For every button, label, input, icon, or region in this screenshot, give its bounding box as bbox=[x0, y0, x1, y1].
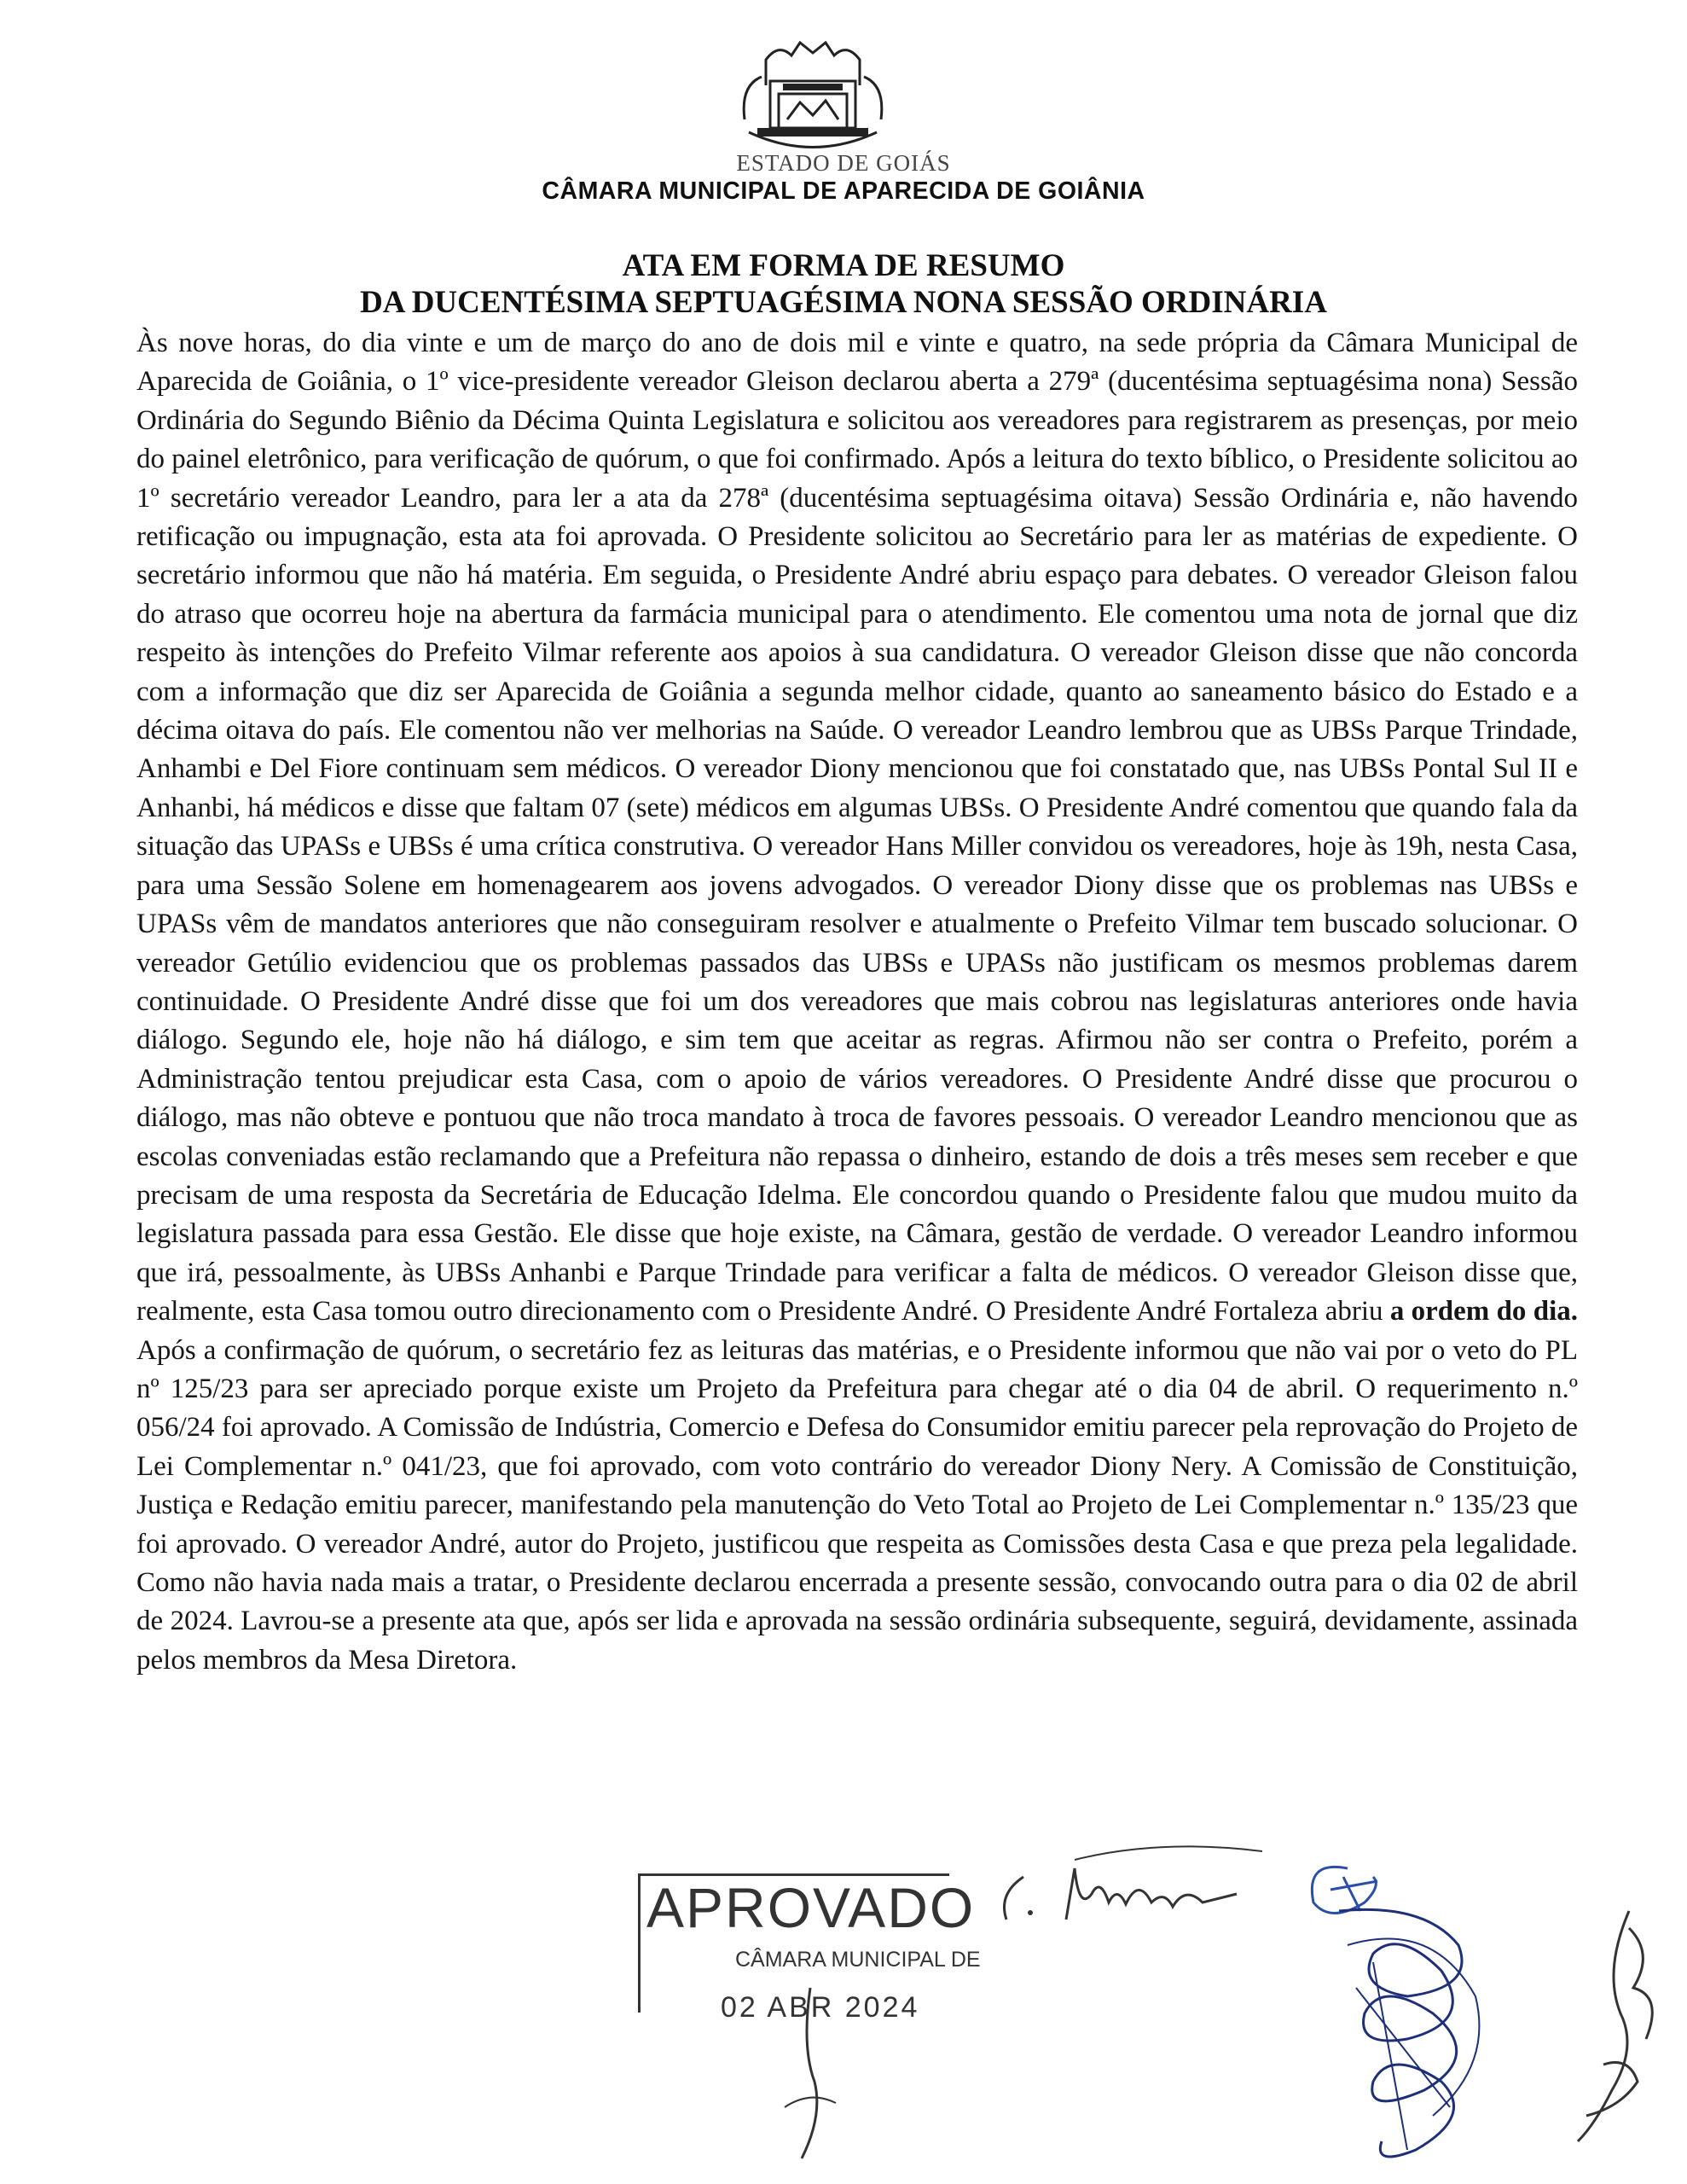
coat-of-arms-icon bbox=[732, 34, 894, 149]
state-name: ESTADO DE GOIÁS bbox=[736, 150, 951, 176]
signature-stamp-icon bbox=[751, 1979, 870, 2167]
minutes-text-part1: Às nove horas, do dia vinte e um de março do ano de dois mil e vinte e quatro, na sede própria da Câmara Municipal de Aparecida de Goiânia, o 1º vice-presidente vereador Gleison declarou aberta a 279ª (ducentésima septuagésima nona) Sessão Ordinária do Segundo Biênio da Décima Quinta Legislatura e solicitou aos vereadores para registrarem as presenças, por meio do painel eletrônico, para verificação de quórum, o que foi confirmado. Após a leitura do texto bíblico, o Presidente solicitou ao 1º secretário vereador Leandro, para ler a ata da 278ª (ducentésima septuagésima oitava) Sessão Ordinária e, não havendo retificação ou impugnação, esta ata foi aprovada. O Presidente solicitou ao Secretário para ler as matérias de expediente. O secretário informou que não há matéria. Em seguida, o Presidente André abriu espaço para debates. O vereador Gleison falou do atraso que ocorreu hoje na abertura da farmácia municipal para o atendimento. Ele comentou uma nota de jornal que diz respeito às intenções do Prefeito Vilmar referente aos apoios à sua candidatura. O vereador Gleison disse que não concorda com a informação que diz ser Aparecida de Goiânia a segunda melhor cidade, quanto ao saneamento básico do Estado e a décima oitava do país. Ele comentou não ver melhorias na Saúde. O vereador Leandro lembrou que as UBSs Parque Trindade, Anhambi e Del Fiore continuam sem médicos. O vereador Diony mencionou que foi constatado que, nas UBSs Pontal Sul II e Anhanbi, há médicos e disse que faltam 07 (sete) médicos em algumas UBSs. O Presidente André comentou que quando fala da situação das UPASs e UBSs é uma crítica construtiva. O vereador Hans Miller convidou os vereadores, hoje às 19h, nesta Casa, para uma Sessão Solene em homenagearem aos jovens advogados. O vereador Diony disse que os problemas nas UBSs e UPASs vêm de mandatos anteriores que não conseguiram resolver e atualmente o Prefeito Vilmar tem buscado solucionar. O vereador Getúlio evidenciou que os problemas passados das UBSs e UPASs não justificam os mesmos problemas darem continuidade. O Presidente André disse que foi um dos vereadores que mais cobrou nas legislaturas anteriores onde havia diálogo. Segundo ele, hoje não há diálogo, e sim tem que aceitar as regras. Afirmou não ser contra o Prefeito, porém a Administração tentou prejudicar esta Casa, com o apoio de vários vereadores. O Presidente André disse que procurou o diálogo, mas não obteve e pontuou que não troca mandato à troca de favores pessoais. O vereador Leandro mencionou que as escolas conveniadas estão reclamando que a Prefeitura não repassa o dinheiro, estando de dois a três meses sem receber e que precisam de uma resposta da Secretária de Educação Idelma. Ele concordou quando o Presidente falou que mudou muito da legislatura passada para essa Gestão. Ele disse que hoje existe, na Câmara, gestão de verdade. O vereador Leandro informou que irá, pessoalmente, às UBSs Anhanbi e Parque Trindade para verificar a falta de médicos. O vereador Gleison disse que, realmente, esta Casa tomou outro direcionamento com o Presidente André. O Presidente André Fortaleza abriu bbox=[136, 328, 1578, 1327]
signature-member-icon bbox=[1552, 1902, 1672, 2158]
signature-president-icon bbox=[989, 1843, 1271, 1937]
minutes-text-part2: Após a confirmação de quórum, o secretário fez as leituras das matérias, e o Presidente informou que não vai por o veto do PL nº 125/23 para ser apreciado porque existe um Projeto da Prefeitura para chegar até o dia 04 de abril. O requerimento n.º 056/24 foi aprovado. A Comissão de Indústria, Comercio e Defesa do Consumidor emitiu parecer pela reprovação do Projeto de Lei Complementar n.º 041/23, que foi aprovado, com voto contrário do vereador Diony Nery. A Comissão de Constituição, Justiça e Redação emitiu parecer, manifestando pela manutenção do Veto Total ao Projeto de Lei Complementar n.º 135/23 que foi aprovado. O vereador André, autor do Projeto, justificou que respeita as Comissões desta Casa e que preza pela legalidade. Como não havia nada mais a tratar, o Presidente declarou encerrada a presente sessão, convocando outra para o dia 02 de abril de 2024. Lavrou-se a presente ata que, após ser lida e aprovada na sessão ordinária subsequente, seguirá, devidamente, assinada pelos membros da Mesa Diretora. bbox=[136, 1334, 1578, 1676]
stamp-chamber-text: CÂMARA MUNICIPAL DE bbox=[735, 1948, 981, 1972]
document-title: ATA EM FORMA DE RESUMO bbox=[622, 248, 1065, 283]
chamber-name: CÂMARA MUNICIPAL DE APARECIDA DE GOIÂNIA bbox=[542, 177, 1145, 205]
minutes-body bbox=[136, 324, 1578, 1680]
minutes-bold-text: a ordem do dia. bbox=[1389, 1296, 1579, 1327]
document-subtitle: DA DUCENTÉSIMA SEPTUAGÉSIMA NONA SESSÃO ORDINÁRIA bbox=[360, 285, 1327, 320]
stamp-approved-text: APROVADO bbox=[646, 1876, 976, 1939]
signature-scribble-icon bbox=[1305, 1894, 1501, 2175]
stamp-date: 02 ABR 2024 bbox=[721, 1991, 920, 2024]
